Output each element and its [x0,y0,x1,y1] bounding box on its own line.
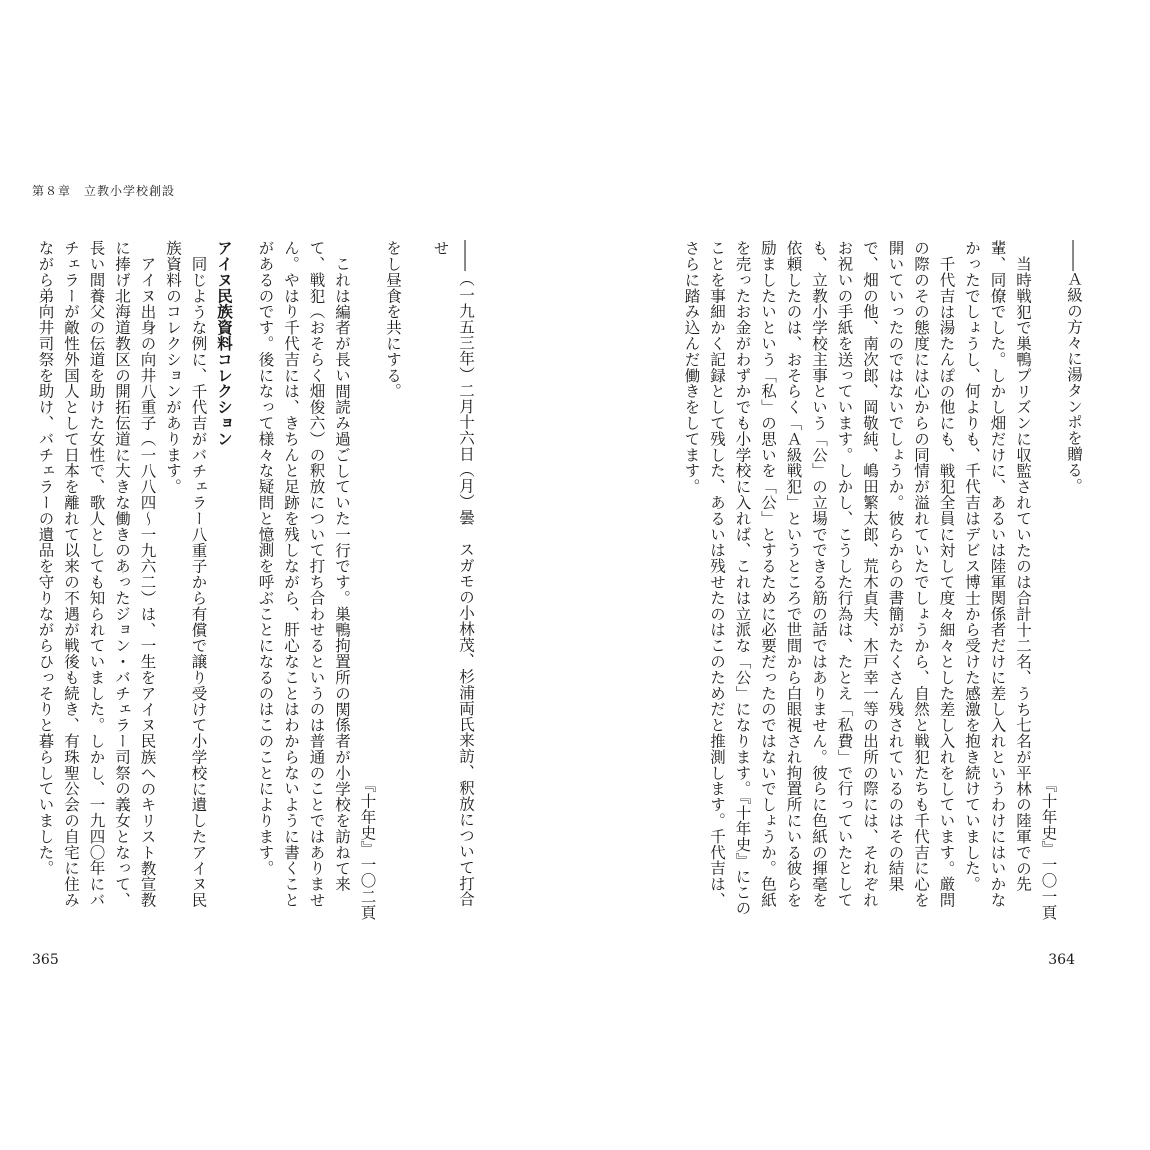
running-header: 第８章 立教小学校創設 [32,184,176,198]
body-paragraph: これは編者が長い間読み過ごしていた一行です。巣鴨拘置所の関係者が小学校を訪ねて来て、戦犯（おそらく畑俊六）の釈放について打ち合わせるというのは普通のことではありません。やはり千代吉には、きちんと足跡を残しながら、肝心なことはわからないように書くことがあるのです。後になって様々な疑問と憶測を呼ぶことになるのはこのことによります。 [256,240,351,908]
body-paragraph: アイヌ出身の向井八重子（一八八四〜一九六二）は、一生をアイヌ民族へのキリスト教宣教に捧げ北海道教区の開拓伝道に大きな働きのあったジョン・バチェラー司祭の義女となって、長い間養父の伝道を助けた女性で、歌人としても知られていました。しかし、一九四〇年にバチェラーが敵性外国人として日本を離れて以来の不遇が戦後も続き、有珠聖公会の自宅に住みながら弟向井司祭を助け、バチェラーの遺品を守りながらひっそりと暮らしていました。 [36,240,157,908]
quote-dash: ―― [457,240,475,271]
body-paragraph: 同じような例に、千代吉がバチェラー八重子から有償で譲り受けて小学校に遺したアイヌ民族資料のコレクションがあります。 [164,240,208,908]
right-page [575,0,1150,1150]
body-paragraph: 千代吉は湯たんぽの他にも、戦犯全員に対して度々細々とした差し入れをしています。厳問の際のその態度には心からの同情が溢れていたでしょうから、自然と戦犯たちも千代吉に心を開いていったのではないでしょうか。彼らからの書簡がたくさん残されているのはその結果で、畑の他、南次郎、岡敬純、嶋田繁太郎、荒木貞夫、木戸幸一等の出所の際には、それぞれお祝いの手紙を送っています。しかし、こうした行為は、たとえ「私費」で行っていたとしても、立教小学校主事という「公」の立場でできる筋の話ではありません。彼らに色紙の揮毫を依頼したのは、おそらく「Ａ級戦犯」というところで世間から白眼視され拘置所にいる彼らを励ましたいという「私」の思いを「公」とするために必要だったのではないでしょうか。色紙を売ったお金がわずかでも小学校に入れば、これは立派な「公」になります。『十年史』にこのことを事細かく記録として残した、あるいは残せたのはこのためだと推測します。千代吉は、さらに踏み込んだ働きをしてます。 [682,240,956,916]
page-number-right: 364 [1048,952,1075,968]
right-page-body [638,240,1108,920]
quote-citation: 『十年史』一〇二頁 [358,776,377,920]
diary-quote-line-2: をし昼食を共にする。 [384,240,402,399]
body-paragraph: 当時戦犯で巣鴨プリズンに収監されていたのは合計十二名、うち七名が平林の陸軍での先輩、同僚でした。しかし畑だけに、あるいは陸軍関係者だけに差し入れというわけにはいかなかったでしょうし、何よりも、千代吉はデビス博士から受けた感激を抱き続けていました。 [963,240,1032,908]
quote-citation: 『十年史』一〇一頁 [1039,776,1058,920]
page-number-left: 365 [32,952,59,968]
diary-quote-line-1: ――（一九五三年）二月十六日（月）曇 スガモの小林茂、杉浦両氏来訪、釈放について打合せ [427,240,478,920]
left-page-body [36,240,500,920]
section-heading: アイヌ民族資料コレクション [215,240,233,447]
quote-dash: ―― [1065,240,1083,271]
diary-quote: ――Ａ級の方々に湯タンポを贈る。 [1061,240,1087,920]
